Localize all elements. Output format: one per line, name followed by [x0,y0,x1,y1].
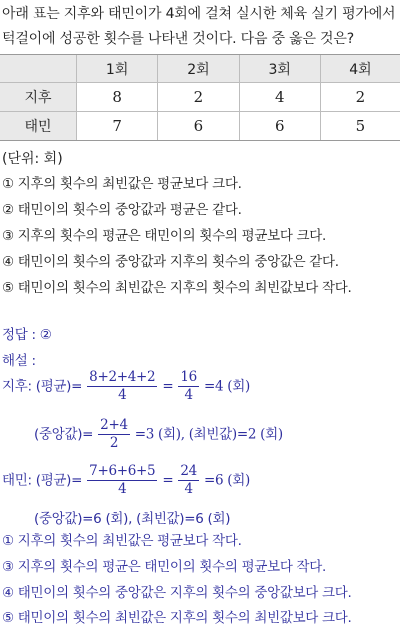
choice-3[interactable]: ③ 지후의 횟수의 평균은 태민이의 횟수의 평균보다 크다. [2,228,327,244]
table-header-row [0,55,400,83]
equals-sign: = [162,472,174,489]
fraction-numerator: 2+4 [100,417,128,433]
taemin-mean-result: =6 (회) [203,472,250,489]
fraction-numerator: 16 [180,369,197,385]
choice-list [2,171,398,301]
fraction-denominator: 4 [118,387,127,403]
header-round-3: 3회 [239,55,320,83]
taemin-total-fraction [178,463,199,498]
unit-label: (단위: 회) [2,151,63,167]
taemin-median-line: (중앙값)=6 (회), (최빈값)=6 (회) [34,511,231,527]
table-row [0,83,400,112]
jihu-sum-fraction [87,369,157,404]
jihu-mean-line [2,369,250,404]
table-cell: 2 [320,83,400,112]
jihu-median-prefix: (중앙값)= [34,426,94,443]
jihu-median-fraction [98,417,130,452]
jihu-mean-prefix: 지후: (평균)= [2,378,83,395]
jihu-mean-result: =4 (회) [203,378,250,395]
explanation-label: 해설 : [2,353,36,369]
taemin-mean-line [2,463,250,498]
table-cell: 6 [158,112,239,141]
fraction-numerator: 8+2+4+2 [89,369,156,385]
table-cell: 8 [77,83,158,112]
score-table [0,54,400,141]
fraction-denominator: 4 [184,481,193,497]
row-label-jihu: 지후 [0,83,77,112]
table-cell: 4 [239,83,320,112]
table-cell: 2 [158,83,239,112]
fraction-denominator: 4 [118,481,127,497]
fraction-numerator: 24 [180,463,197,479]
fraction-denominator: 2 [109,435,119,451]
question-text [2,2,398,52]
table-cell: 7 [77,112,158,141]
equals-sign: = [162,378,174,395]
header-round-2: 2회 [158,55,239,83]
table-corner [0,55,77,83]
choice-4[interactable]: ④ 태민이의 횟수의 중앙값과 지후의 횟수의 중앙값은 같다. [2,254,339,270]
correction-1: ① 지후의 횟수의 최빈값은 평균보다 작다. [2,533,242,549]
correction-5: ⑤ 태민이의 횟수의 최빈값은 지후의 횟수의 최빈값보다 크다. [2,610,352,626]
choice-5[interactable]: ⑤ 태민이의 횟수의 최빈값은 지후의 횟수의 최빈값보다 작다. [2,280,352,296]
question-line-1: 아래 표는 지후와 태민이가 4회에 걸쳐 실시한 체육 실기 평가에서 [2,6,396,22]
jihu-median-result: =3 (회), (최빈값)=2 (회) [134,426,283,443]
header-round-4: 4회 [320,55,400,83]
header-round-1: 1회 [77,55,158,83]
table-row [0,112,400,141]
answer-label: 정답 : ② [2,327,52,343]
taemin-mean-prefix: 태민: (평균)= [2,472,83,489]
choice-2[interactable]: ② 태민이의 횟수의 중앙값과 평균은 같다. [2,202,242,218]
row-label-taemin: 태민 [0,112,77,141]
question-line-2: 턱걸이에 성공한 횟수를 나타낸 것이다. 다음 중 옳은 것은? [2,31,354,47]
taemin-sum-fraction [87,463,157,498]
jihu-total-fraction [178,369,199,404]
fraction-numerator: 7+6+6+5 [89,463,156,479]
correction-4: ④ 태민이의 횟수의 중앙값은 지후의 횟수의 중앙값보다 크다. [2,585,352,601]
table-cell: 5 [320,112,400,141]
choice-1[interactable]: ① 지후의 횟수의 최빈값은 평균보다 크다. [2,176,242,192]
correction-3: ③ 지후의 횟수의 평균은 태민이의 횟수의 평균보다 작다. [2,559,327,575]
table-cell: 6 [239,112,320,141]
fraction-denominator: 4 [184,387,193,403]
jihu-median-line [34,417,283,452]
